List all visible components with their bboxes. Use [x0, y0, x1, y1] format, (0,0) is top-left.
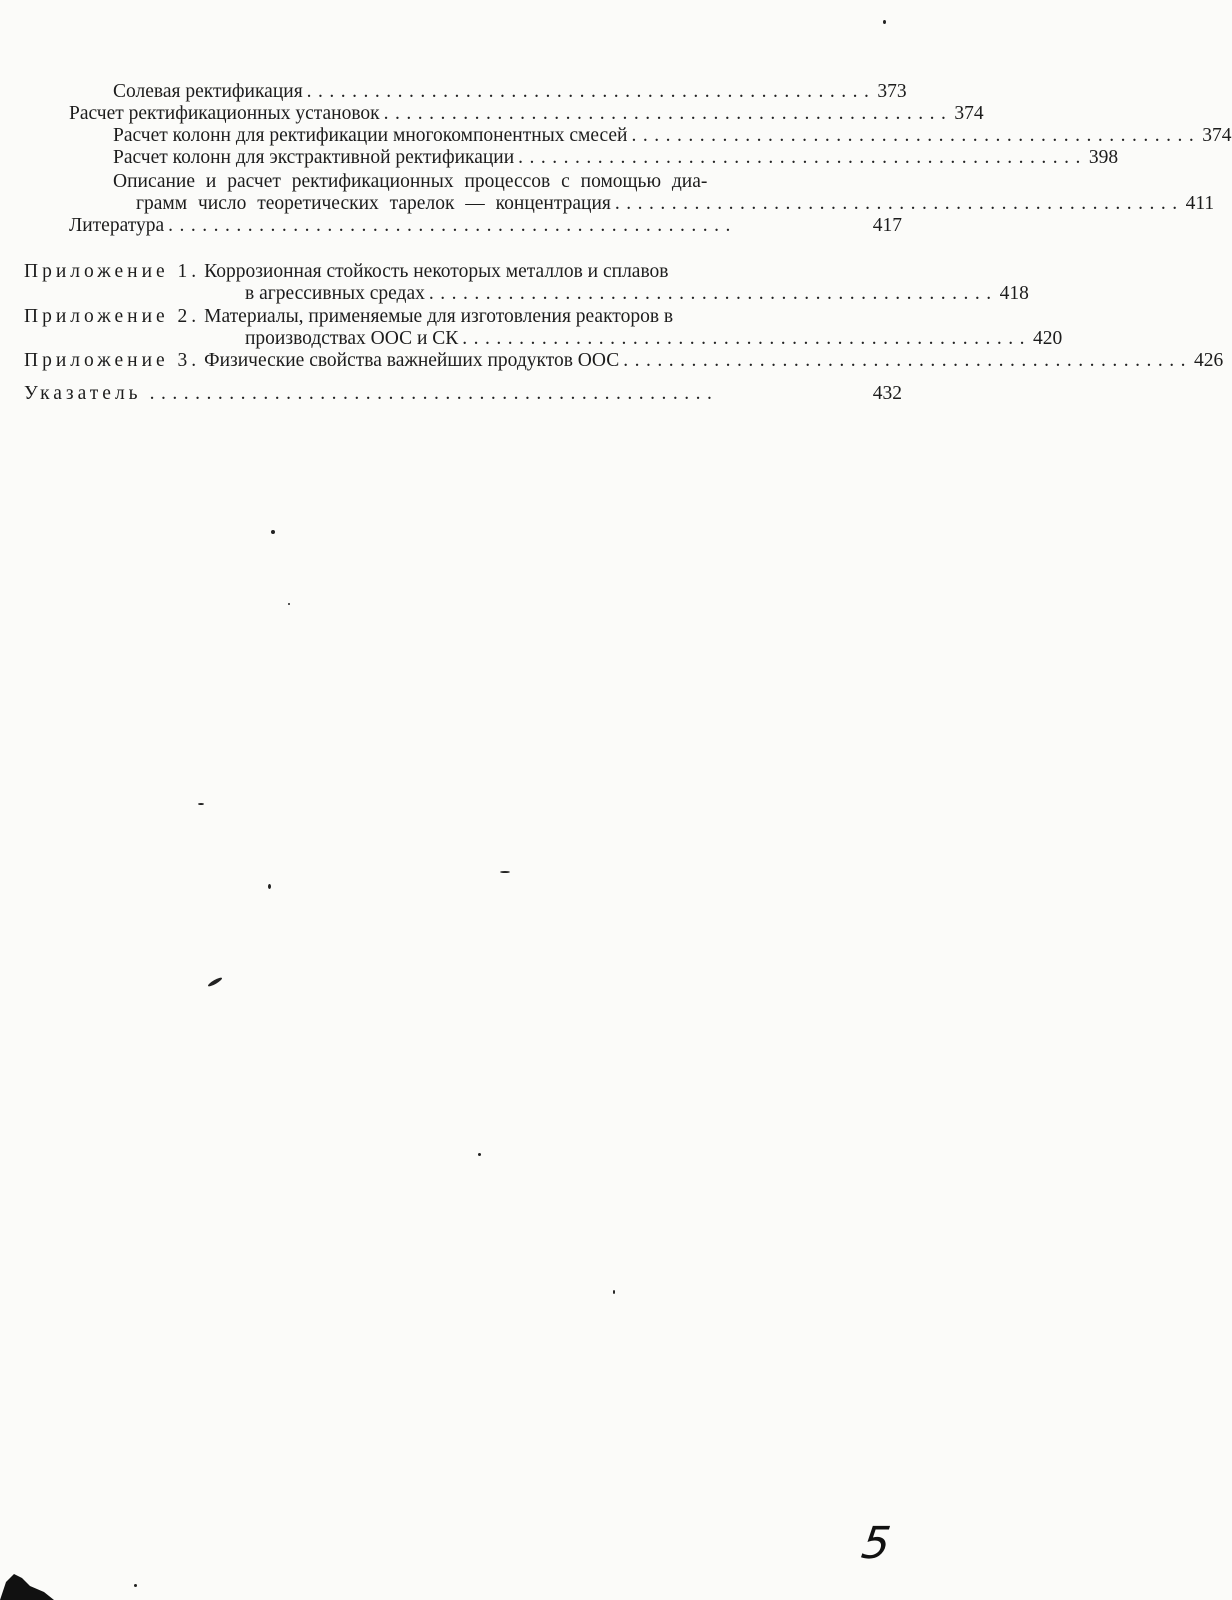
appendix-page: 426 [1193, 350, 1224, 371]
toc-entry [113, 124, 1232, 148]
scan-speck [288, 603, 290, 605]
scan-speck [500, 871, 510, 873]
scan-corner-blot [0, 1560, 54, 1600]
scan-speck [883, 20, 886, 24]
appendix-title: в агрессивных средах [245, 283, 425, 304]
appendix-title: Коррозионная стойкость некоторых металлов и сплавов [204, 261, 669, 282]
scan-speck [478, 1153, 481, 1156]
toc-leader: .................................................. [518, 147, 1087, 168]
appendix-title: производствах ООС и СК [245, 328, 459, 349]
appendix-label: Приложение 2. [24, 306, 201, 327]
toc-entry-page: 398 [1088, 147, 1119, 168]
toc-entry-title: Солевая ректификация [113, 81, 303, 102]
appendix-label: Приложение 3. [24, 350, 201, 371]
scan-speck [198, 803, 204, 805]
appendix-title: Материалы, применяемые для изготовления реакторов в [204, 306, 674, 327]
toc-leader: .................................................. [614, 193, 1184, 214]
toc-entry-title: Описание и расчет ректификационных процессов с помощью диа- [113, 171, 708, 192]
appendix-label: Приложение 1. [24, 261, 201, 282]
scan-speck [613, 1290, 615, 1294]
toc-entry [69, 102, 984, 126]
toc-entry-page: 373 [877, 81, 907, 102]
toc-leader: .................................................. [383, 103, 953, 124]
toc-entry-page: 411 [1185, 193, 1215, 214]
appendix-title: Физические свойства важнейших продуктов ООС [204, 350, 620, 371]
toc-entry-title: Расчет колонн для экстрактивной ректификации [113, 147, 515, 168]
toc-entry [136, 192, 1215, 216]
index-label: Указатель [24, 383, 142, 404]
scan-speck [134, 1584, 137, 1587]
page-number: 5 [858, 1518, 894, 1569]
toc-entry-title: Расчет колонн для ректификации многокомпонентных смесей [113, 125, 628, 146]
toc-leader: .................................................. [306, 81, 876, 102]
toc-entry [113, 170, 858, 194]
toc-entry [69, 214, 902, 238]
toc-entry-title: Литература [69, 215, 165, 236]
toc-entry [113, 80, 907, 104]
appendix-entry [24, 349, 1224, 373]
appendix-entry-continuation [245, 282, 1029, 306]
toc-entry-title: Расчет ректификационных установок [69, 103, 380, 124]
toc-leader: .................................................. [631, 125, 1201, 146]
toc-leader: .................................................. [168, 215, 737, 236]
appendix-entry [24, 305, 858, 329]
toc-leader: .................................................. [428, 283, 998, 304]
toc-entry-title: грамм число теоретических тарелок — концентрация [136, 193, 611, 214]
index-entry [24, 382, 902, 406]
toc-entry-page: 374 [1202, 125, 1232, 146]
appendix-page: 418 [999, 283, 1029, 304]
toc-leader: .................................................. [149, 383, 719, 404]
appendix-entry [24, 260, 858, 284]
toc-entry [113, 146, 1119, 170]
toc-entry-page: 374 [954, 103, 984, 124]
index-page: 432 [872, 383, 902, 404]
toc-entry-page: 417 [872, 215, 902, 236]
toc-leader: .................................................. [462, 328, 1032, 349]
scan-speck [268, 884, 271, 889]
scan-speck [271, 530, 275, 534]
appendix-page: 420 [1033, 328, 1063, 349]
appendix-entry-continuation [245, 327, 1063, 351]
toc-leader: .................................................. [623, 350, 1192, 371]
